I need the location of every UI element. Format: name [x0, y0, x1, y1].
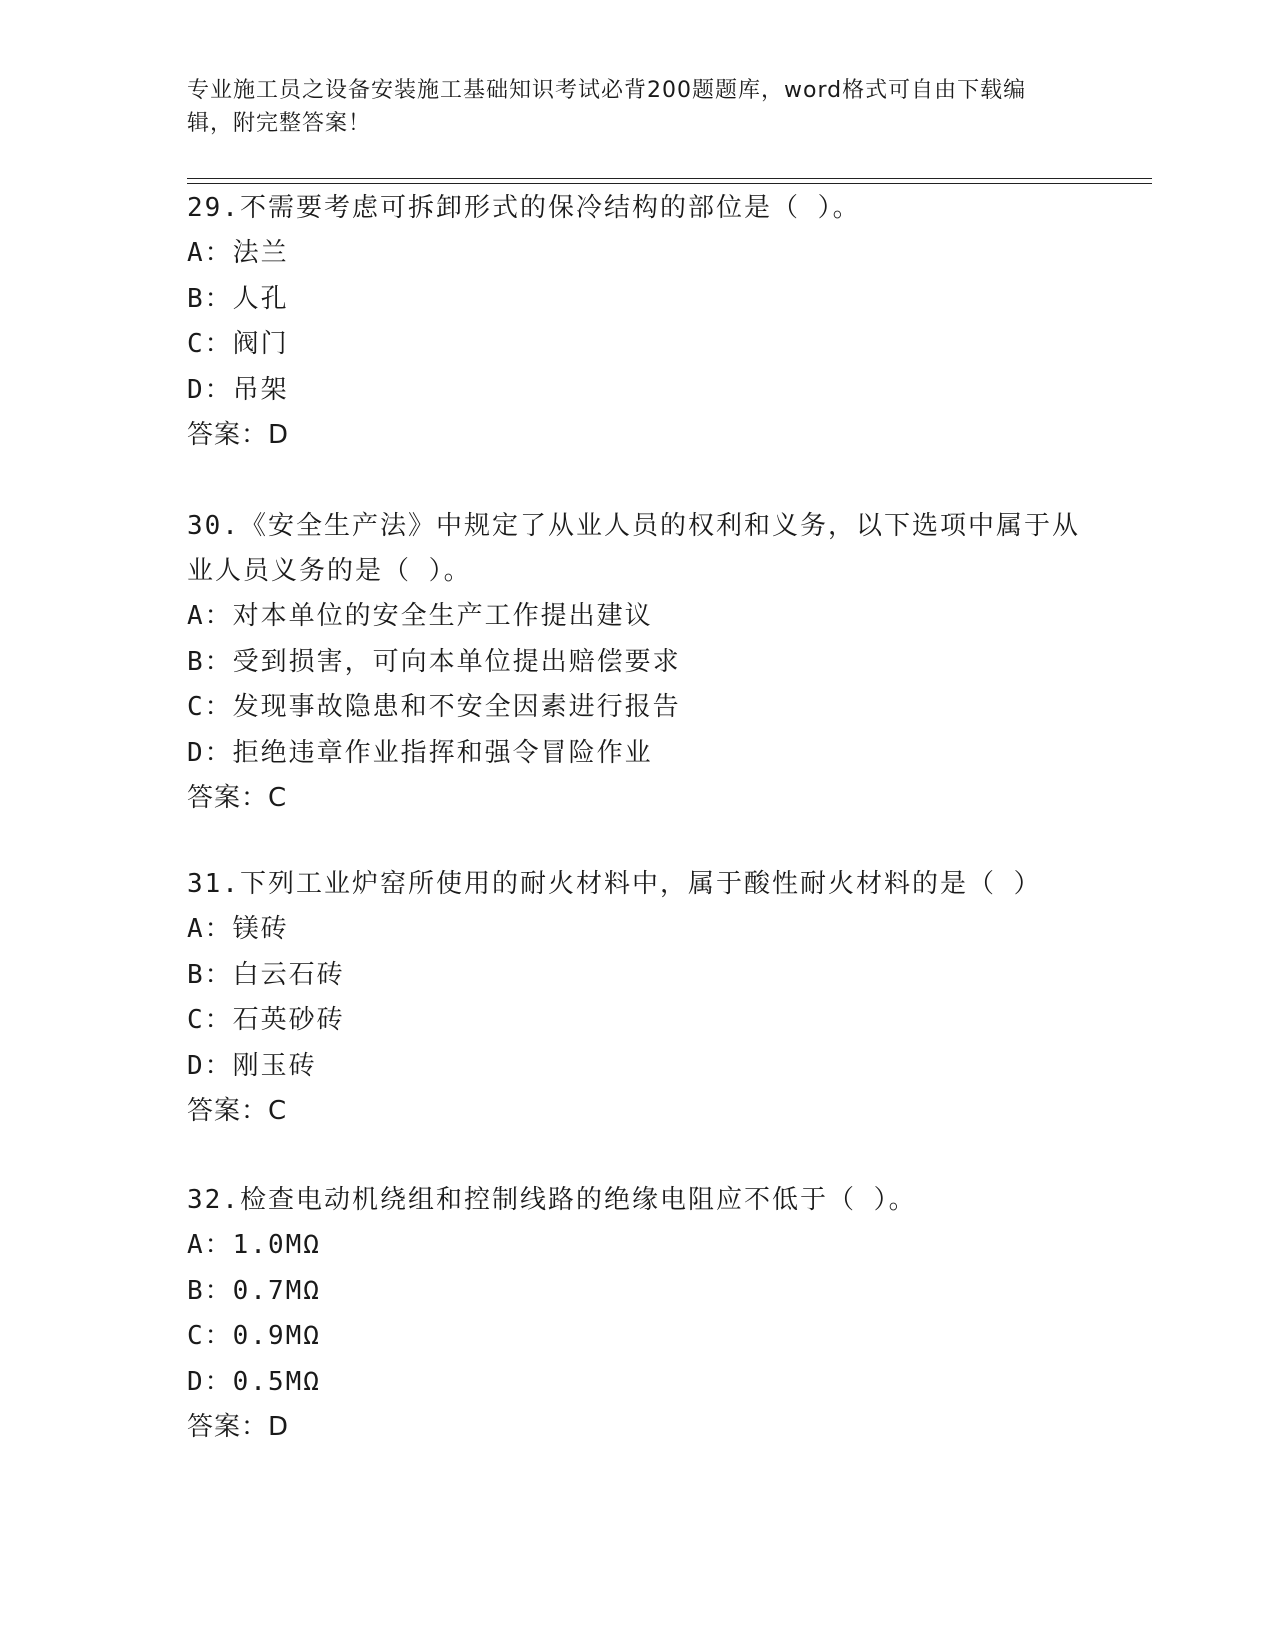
- question-31: [187, 862, 1087, 1135]
- question-stem: 30.《安全生产法》中规定了从业人员的权利和义务，以下选项中属于从业人员义务的是（ ）。: [187, 511, 1080, 586]
- option-c: C：阀门: [187, 329, 289, 359]
- option-b: B：白云石砖: [187, 959, 345, 990]
- option-d: D：吊架: [187, 374, 289, 405]
- document-header: 专业施工员之设备安装施工基础知识考试必背200题题库，word格式可自由下载编辑，附完整答案！: [187, 78, 1027, 136]
- option-a: A：1.0MΩ: [187, 1230, 321, 1260]
- option-c: C：石英砂砖: [187, 1005, 345, 1035]
- option-a: A：对本单位的安全生产工作提出建议: [187, 601, 653, 631]
- answer-label: 答案：D: [187, 1412, 290, 1442]
- question-32: [187, 1178, 1087, 1451]
- option-d: D：拒绝违章作业指挥和强令冒险作业: [187, 737, 653, 768]
- question-stem: 29.不需要考虑可拆卸形式的保冷结构的部位是（ ）。: [187, 193, 861, 223]
- option-b: B：人孔: [187, 283, 289, 314]
- answer-label: 答案：C: [187, 783, 288, 813]
- question-29: [187, 186, 1087, 459]
- answer-label: 答案：C: [187, 1096, 288, 1126]
- option-c: C：0.9MΩ: [187, 1321, 321, 1351]
- option-d: D：0.5MΩ: [187, 1366, 321, 1397]
- header-rule-bottom: [187, 183, 1152, 184]
- option-d: D：刚玉砖: [187, 1050, 317, 1081]
- option-a: A：法兰: [187, 238, 289, 268]
- question-stem: 31.下列工业炉窑所使用的耐火材料中，属于酸性耐火材料的是（ ）: [187, 869, 1042, 899]
- header-rule-top: [187, 178, 1152, 179]
- answer-label: 答案：D: [187, 420, 290, 450]
- option-c: C：发现事故隐患和不安全因素进行报告: [187, 692, 681, 722]
- question-30: [187, 504, 1087, 822]
- option-a: A：镁砖: [187, 914, 289, 944]
- question-stem: 32.检查电动机绕组和控制线路的绝缘电阻应不低于（ ）。: [187, 1185, 917, 1215]
- option-b: B：0.7MΩ: [187, 1275, 321, 1306]
- option-b: B：受到损害，可向本单位提出赔偿要求: [187, 646, 681, 677]
